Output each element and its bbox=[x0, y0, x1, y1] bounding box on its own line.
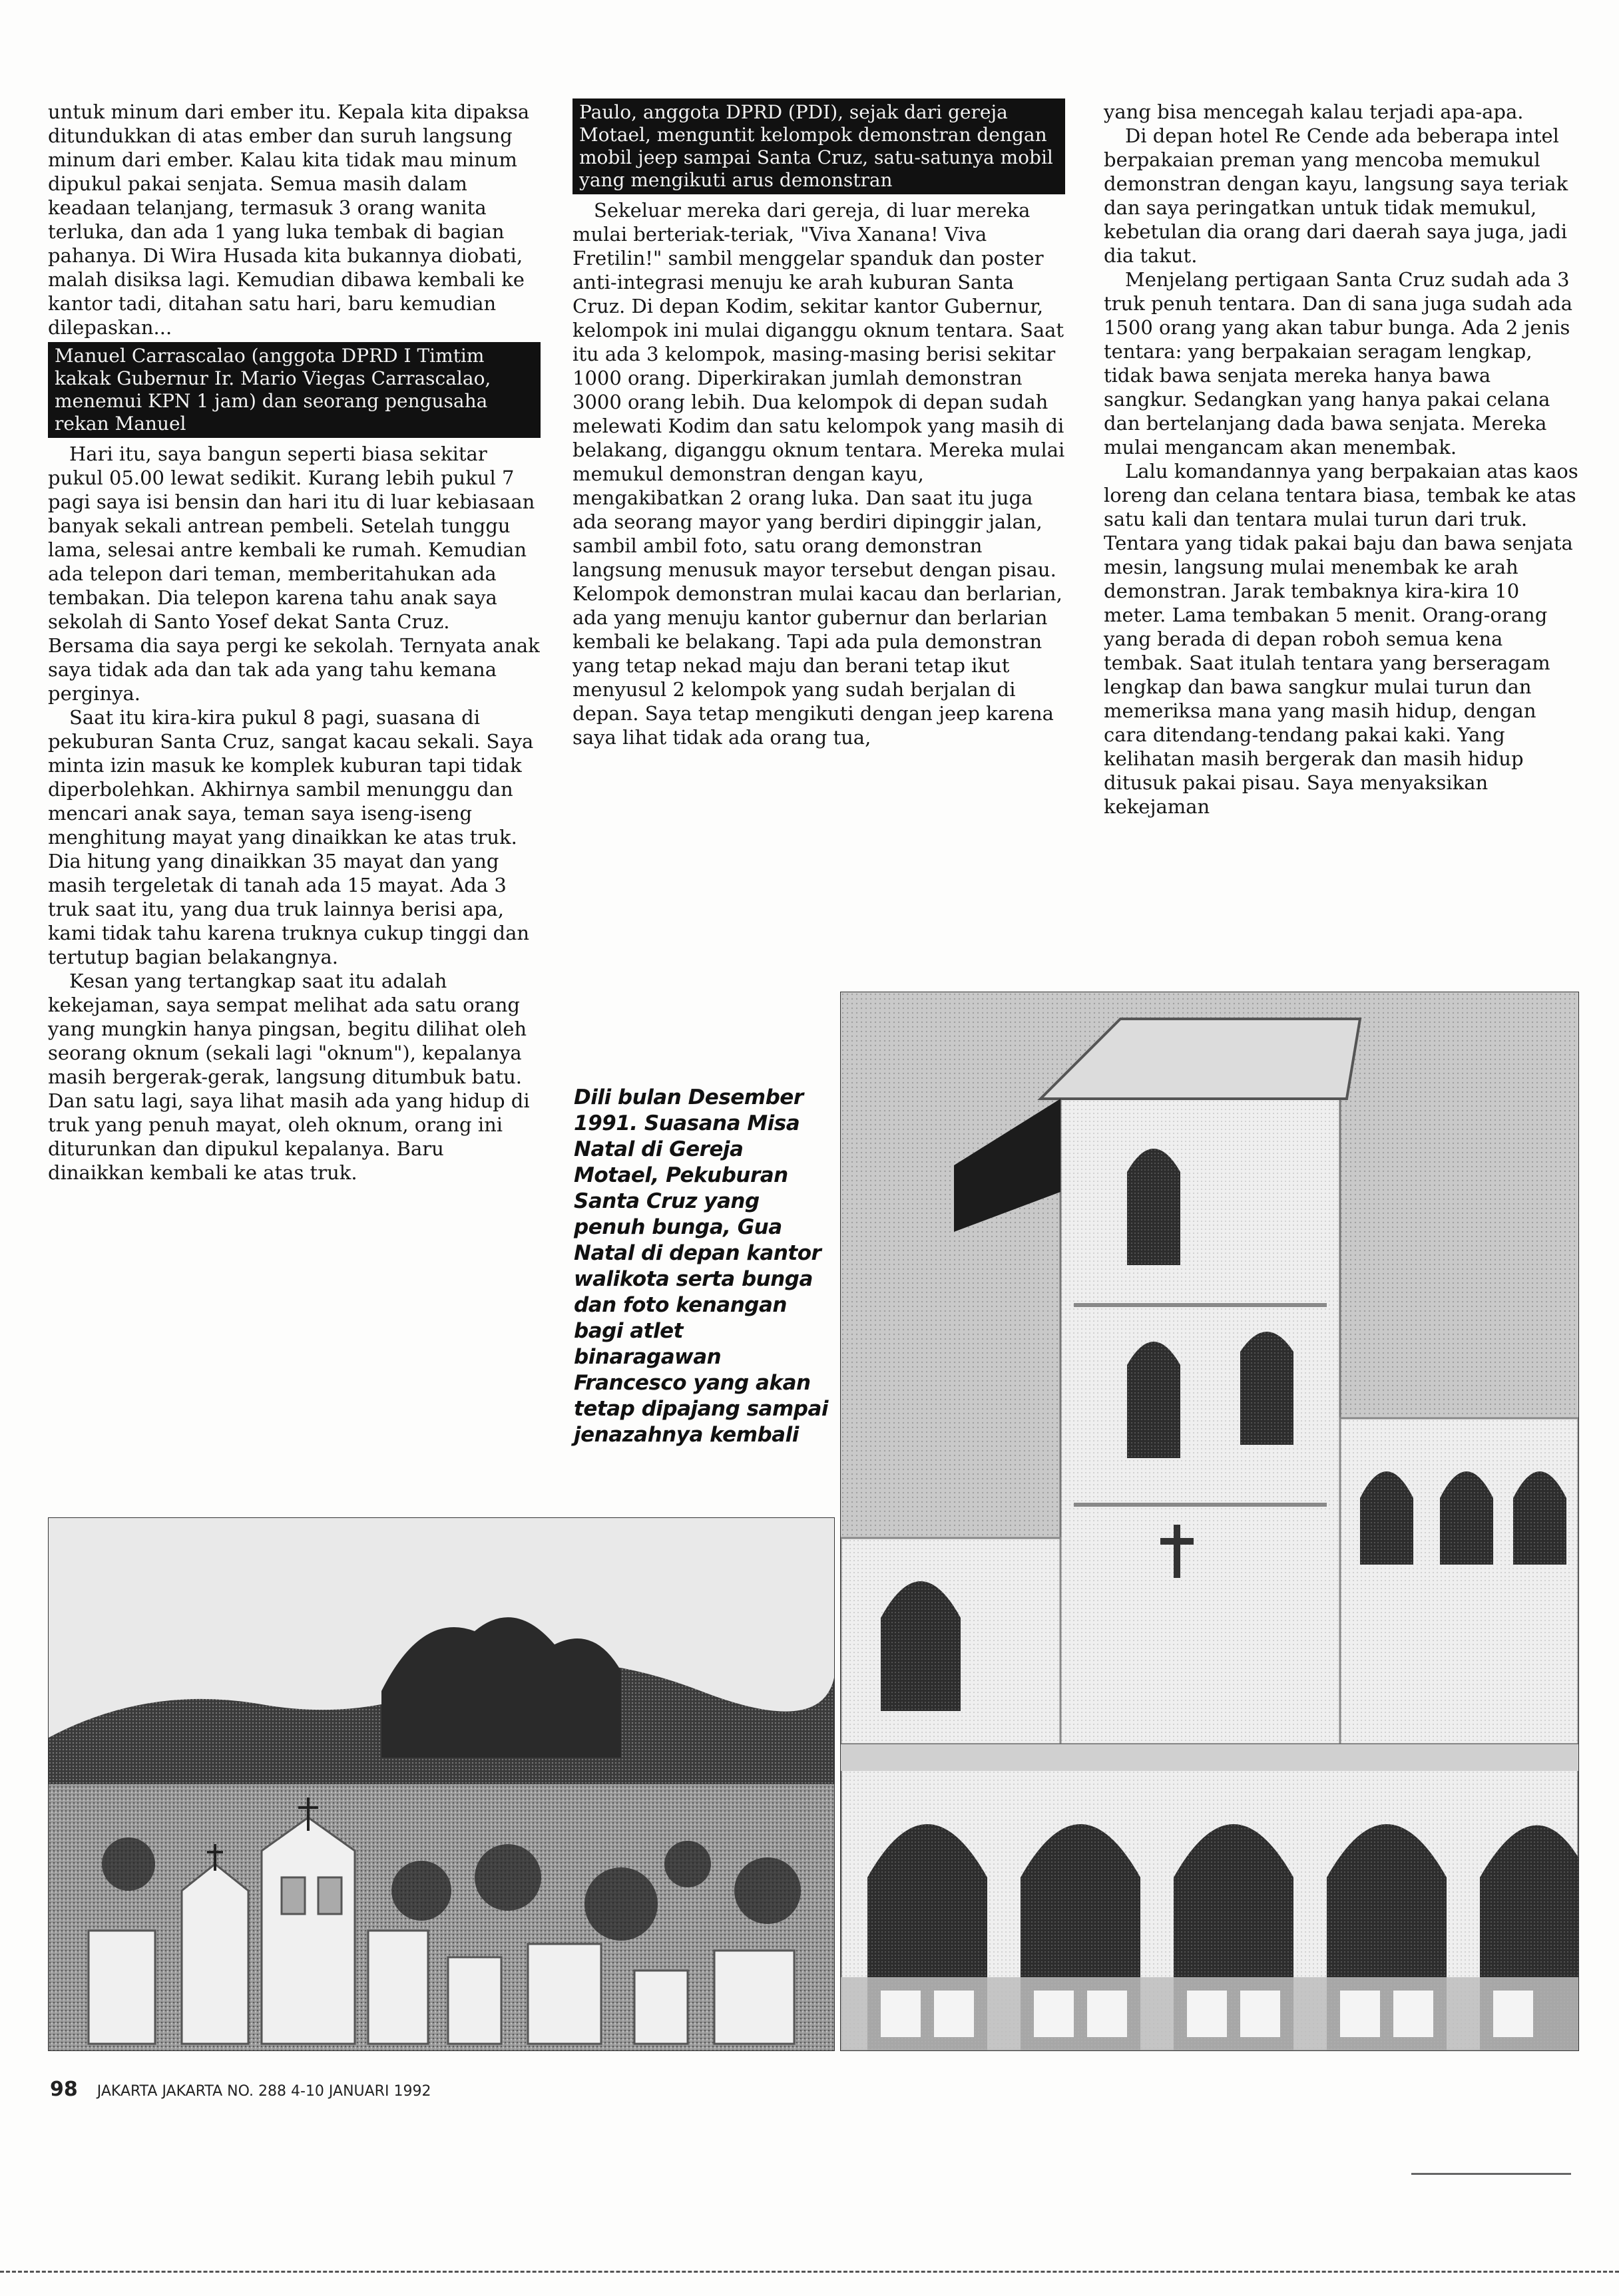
col3-paragraph-2: Di depan hotel Re Cende ada beberapa intel berpakaian preman yang mencoba memukul demonstran dengan kayu, langsung saya teriak dan saya peringatkan untuk tidak memukul, kebetulan dia orang dari daerah saya juga, jadi dia takut. bbox=[1104, 124, 1568, 267]
column-2 bbox=[573, 98, 1065, 749]
col1-paragraph-3: Saat itu kira-kira pukul 8 pagi, suasana di pekuburan Santa Cruz, sangat kacau sekali. Saya minta izin masuk ke komplek kuburan tapi tidak diperbolehkan. Akhirnya sambil menunggu dan mencari anak saya, teman saya iseng-iseng menghitung mayat yang dinaikkan ke atas truk. Dia hitung yang dinaikkan 35 mayat dan yang masih tergeletak di tanah ada 15 mayat. Ada 3 truk saat itu, yang dua truk lainnya berisi apa, kami tidak tahu karena truknya cukup tinggi dan tertutup bagian belakangnya. bbox=[48, 706, 534, 968]
footer-rule bbox=[1411, 2173, 1571, 2175]
col1-speaker-box: Manuel Carrascalao (anggota DPRD I Timtim kakak Gubernur Ir. Mario Viegas Carrascalao, menemui KPN 1 jam) dan seorang pengusaha rekan Manuel bbox=[48, 342, 541, 438]
col1-paragraph-2: Hari itu, saya bangun seperti biasa sekitar pukul 05.00 lewat sedikit. Kurang lebih pukul 7 pagi saya isi bensin dan hari itu di luar kebiasaan banyak sekali antrean pembeli. Setelah tunggu lama, selesai antre kembali ke rumah. Kemudian ada telepon dari teman, memberitahukan ada tembakan. Dia telepon karena tahu anak saya sekolah di Santo Yosef dekat Santa Cruz. Bersama dia saya pergi ke sekolah. Ternyata anak saya tidak ada dan tak ada yang tahu kemana perginya. bbox=[48, 443, 540, 705]
publication-line: JAKARTA JAKARTA NO. 288 4-10 JANUARI 1992 bbox=[97, 2083, 431, 2100]
page-footer bbox=[50, 2078, 431, 2101]
church-photo bbox=[840, 992, 1579, 2051]
col1-paragraph-1: untuk minum dari ember itu. Kepala kita dipaksa ditundukkan di atas ember dan suruh langsung minum dari ember. Kalau kita tidak mau minum dipukul pakai senjata. Semua masih dalam keadaan telanjang, termasuk 3 orang wanita terluka, dan ada 1 yang luka tembak di bagian pahanya. Di Wira Husada kita bukannya diobati, malah disiksa lagi. Kemudian dibawa kembali ke kantor tadi, ditahan satu hari, baru kemudian dilepaskan... bbox=[48, 100, 530, 339]
column-1 bbox=[48, 100, 541, 1185]
photo-caption: Dili bulan Desember 1991. Suasana Misa Natal di Gereja Motael, Pekuburan Santa Cruz yang penuh bunga, Gua Natal di depan kantor walikota serta bunga dan foto kenangan bagi atlet binaragawan Francesco yang akan tetap dipajang sampai jenazahnya kembali bbox=[574, 1085, 828, 1447]
page-number: 98 bbox=[50, 2078, 78, 2101]
col1-paragraph-4: Kesan yang tertangkap saat itu adalah kekejaman, saya sempat melihat ada satu orang yang mungkin hanya pingsan, begitu dilihat oleh seorang oknum (sekali lagi "oknum"), kepalanya masih bergerak-gerak, langsung ditumbuk batu. Dan satu lagi, saya lihat masih ada yang hidup di truk yang penuh mayat, oleh oknum, orang ini diturunkan dan dipukul kepalanya. Baru dinaikkan kembali ke atas truk. bbox=[48, 970, 530, 1184]
col3-paragraph-3: Menjelang pertigaan Santa Cruz sudah ada 3 truk penuh tentara. Dan di sana juga sudah ada 1500 orang yang akan tabur bunga. Ada 2 jenis tentara: yang berpakaian seragam lengkap, tidak bawa senjata mereka hanya bawa sangkur. Sedangkan yang hanya pakai celana dan bertelanjang dada bawa senjata. Mereka mulai mengancam akan menembak. bbox=[1104, 268, 1573, 459]
column-3 bbox=[1104, 100, 1580, 819]
col2-speaker-box: Paulo, anggota DPRD (PDI), sejak dari gereja Motael, menguntit kelompok demonstran dengan mobil jeep sampai Santa Cruz, satu-satunya mobil yang mengikuti arus demonstran bbox=[573, 98, 1065, 194]
church-photo-image bbox=[841, 992, 1578, 2050]
col2-paragraph-1: Sekeluar mereka dari gereja, di luar mereka mulai berteriak-teriak, "Viva Xanana! Viva Fretilin!" sambil menggelar spanduk dan poster anti-integrasi menuju ke arah kuburan Santa Cruz. Di depan Kodim, sekitar kantor Gubernur, kelompok ini mulai diganggu oknum tentara. Saat itu ada 3 kelompok, masing-masing berisi sekitar 1000 orang. Diperkirakan jumlah demonstran 3000 orang lebih. Dua kelompok di depan sudah melewati Kodim dan satu kelompok yang masih di belakang, diganggu oknum tentara. Mereka mulai memukul demonstran dengan kayu, mengakibatkan 2 orang luka. Dan saat itu juga ada seorang mayor yang berdiri dipinggir jalan, sambil ambil foto, satu orang demonstran langsung menusuk mayor tersebut dengan pisau. Kelompok demonstran mulai kacau dan berlarian, ada yang menuju kantor gubernur dan berlarian kembali ke belakang. Tapi ada pula demonstran yang tetap nekad maju dan berani tetap ikut menyusul 2 kelompok yang sudah berjalan di depan. Saya tetap mengikuti dengan jeep karena saya lihat tidak ada orang tua, bbox=[573, 199, 1065, 749]
scan-edge-dashed-line bbox=[0, 2271, 1619, 2273]
col3-paragraph-4: Lalu komandannya yang berpakaian atas kaos loreng dan celana tentara biasa, tembak ke atas satu kali dan tentara mulai turun dari truk. Tentara yang tidak pakai baju dan bawa senjata mesin, langsung mulai menembak ke arah demonstran. Jarak tembaknya kira-kira 10 meter. Lama tembakan 5 menit. Orang-orang yang berada di depan roboh semua kena tembak. Saat itulah tentara yang berseragam lengkap dan bawa sangkur mulai turun dan memeriksa mana yang masih hidup, dengan cara ditendang-tendang pakai kaki. Yang kelihatan masih bergerak dan masih hidup ditusuk pakai pisau. Saya menyaksikan kekejaman bbox=[1104, 460, 1578, 818]
cemetery-photo bbox=[48, 1517, 835, 2051]
col3-paragraph-1: yang bisa mencegah kalau terjadi apa-apa. bbox=[1104, 100, 1524, 123]
cemetery-photo-image bbox=[49, 1518, 834, 2050]
